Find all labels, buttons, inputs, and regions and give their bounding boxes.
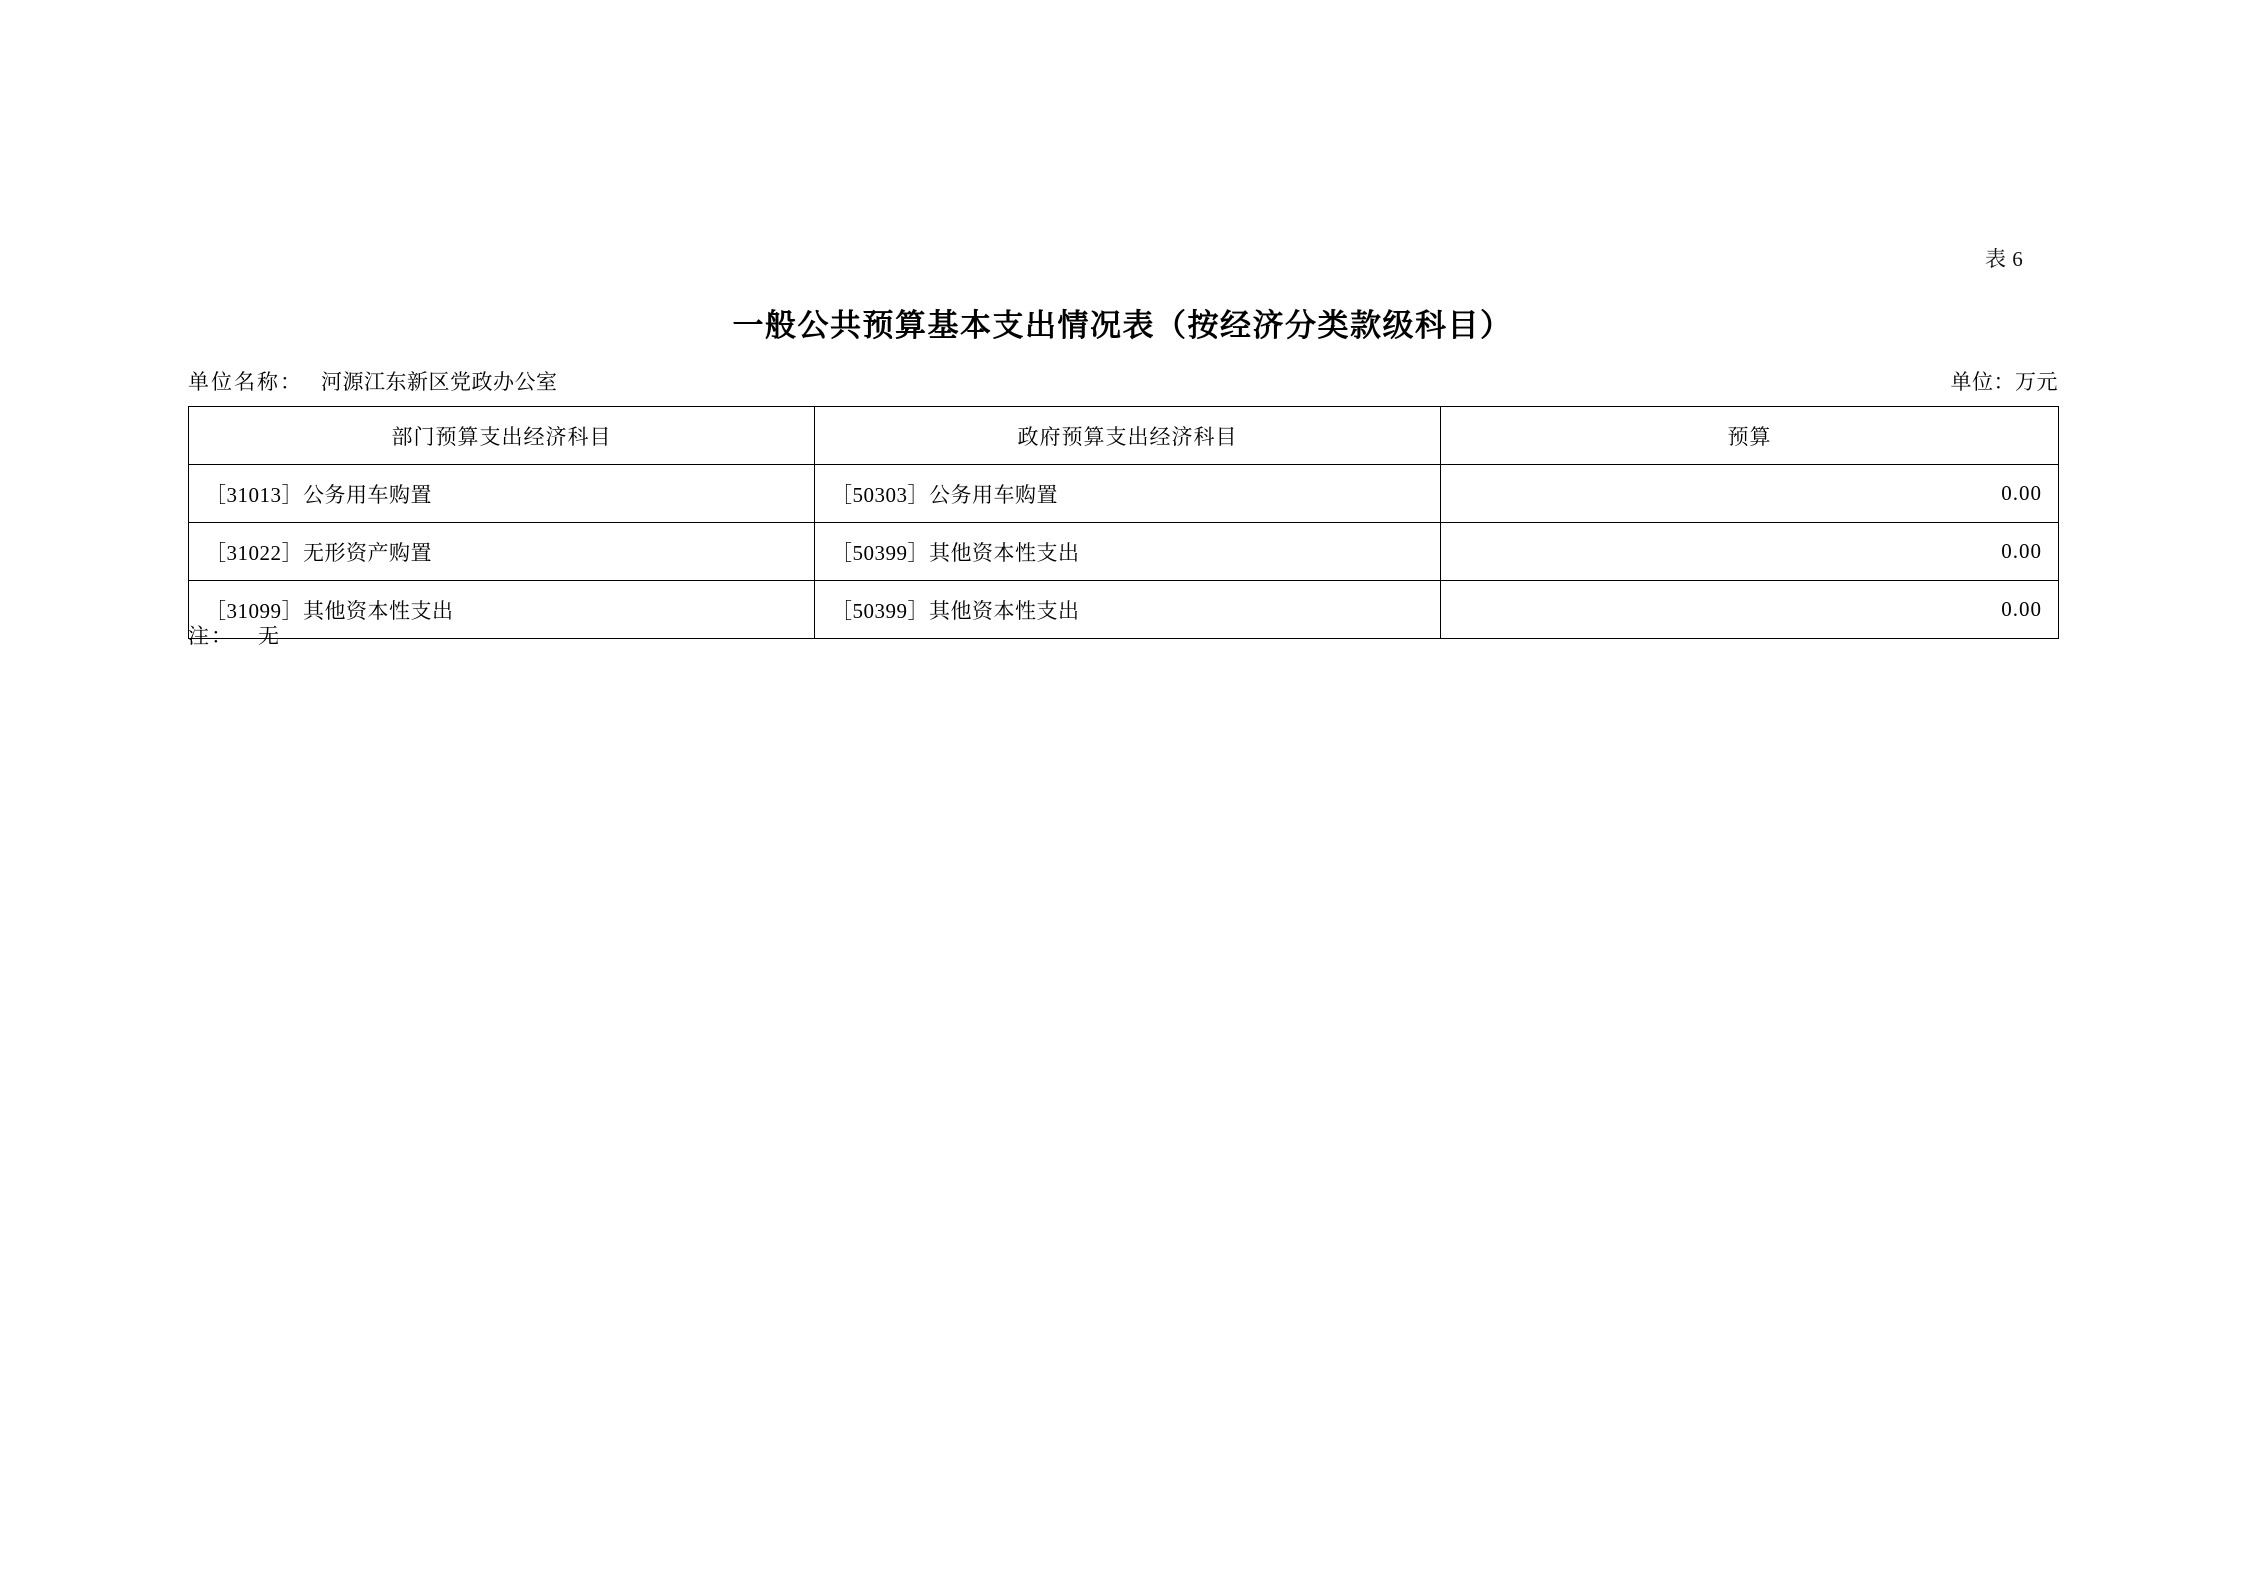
cell-budget: 0.00 <box>1441 465 2059 523</box>
column-header-budget: 预算 <box>1441 407 2059 465</box>
footnote-label: 注： <box>188 624 234 648</box>
amount-unit-label: 单位：万元 <box>1950 370 2058 394</box>
budget-table <box>188 406 2059 639</box>
cell-budget: 0.00 <box>1441 581 2059 639</box>
table-row <box>189 581 2059 639</box>
table-row <box>189 523 2059 581</box>
cell-dept-subject: ［31013］公务用车购置 <box>189 465 815 523</box>
footnote <box>188 620 280 650</box>
document-meta-row <box>188 366 2058 394</box>
unit-name-block <box>188 366 558 396</box>
page-title: 一般公共预算基本支出情况表（按经济分类款级科目） <box>732 308 1513 343</box>
table-number-label: 表 6 <box>1985 247 2024 271</box>
table-header-row <box>189 407 2059 465</box>
cell-budget: 0.00 <box>1441 523 2059 581</box>
table-row <box>189 465 2059 523</box>
column-header-dept-subject: 部门预算支出经济科目 <box>189 407 815 465</box>
cell-dept-subject: ［31099］其他资本性支出 <box>189 581 815 639</box>
cell-dept-subject: ［31022］无形资产购置 <box>189 523 815 581</box>
cell-gov-subject: ［50399］其他资本性支出 <box>815 523 1441 581</box>
unit-name-label: 单位名称： <box>188 370 303 394</box>
cell-gov-subject: ［50303］公务用车购置 <box>815 465 1441 523</box>
footnote-value: 无 <box>258 624 280 648</box>
cell-gov-subject: ［50399］其他资本性支出 <box>815 581 1441 639</box>
column-header-gov-subject: 政府预算支出经济科目 <box>815 407 1441 465</box>
unit-name-value: 河源江东新区党政办公室 <box>321 370 558 394</box>
